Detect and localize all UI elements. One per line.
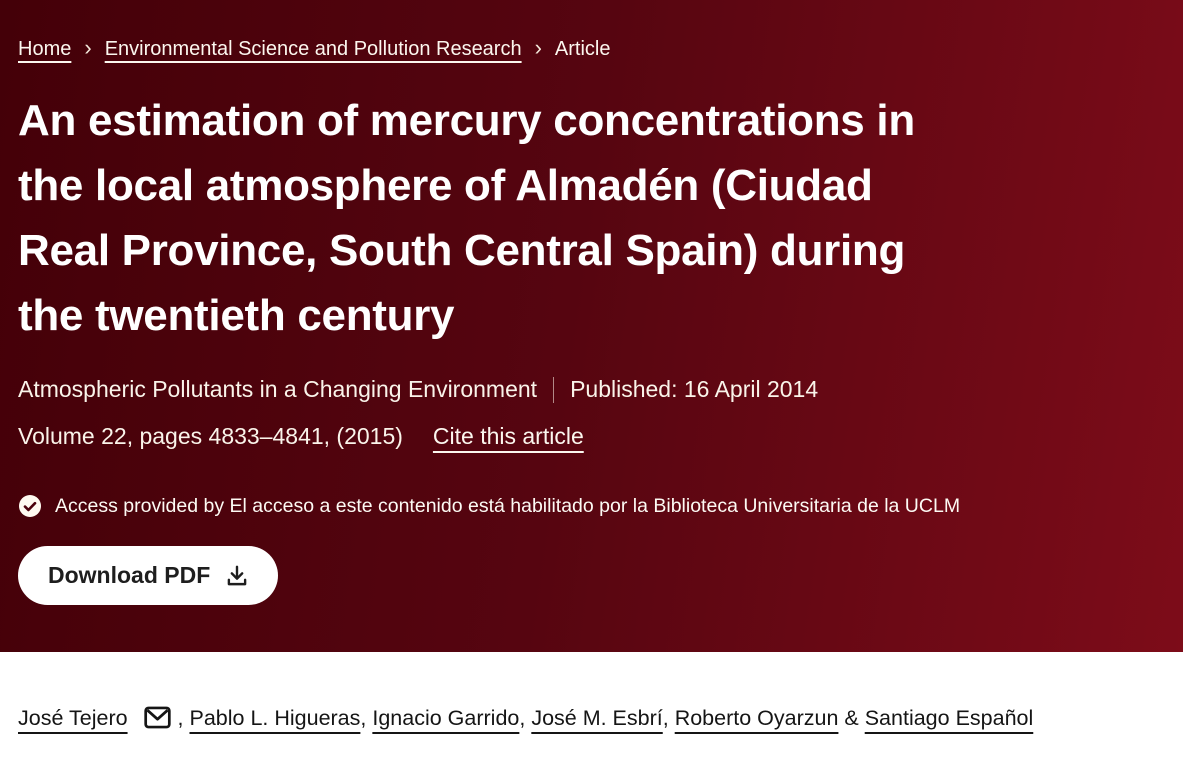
author-separator: , [360,706,373,730]
page-title-line: the twentieth century [18,291,455,340]
author-link[interactable]: Pablo L. Higueras [189,706,361,730]
author-link[interactable]: Ignacio Garrido [372,706,520,730]
author-last-separator: & [838,706,865,730]
page-title-line: Real Province, South Central Spain) during [18,226,906,275]
download-pdf-button[interactable] [18,546,278,605]
author-link[interactable]: José Tejero [18,706,128,730]
author-link[interactable]: Roberto Oyarzun [674,706,839,730]
envelope-icon[interactable] [144,706,171,729]
author-list [0,652,1136,743]
authors-section [0,652,1183,743]
breadcrumb-item-home[interactable]: Home [18,38,72,60]
breadcrumb-item-environmental[interactable]: Environmental Science and Pollution Research [104,38,522,60]
cite-this-article-link[interactable]: Cite this article [432,423,584,449]
page-title [18,88,1163,348]
author-separator: , [662,706,675,730]
access-provided-text: Access provided by El acceso a este contenido está habilitado por la Biblioteca Universitaria de la UCLM [55,494,961,517]
breadcrumb [18,36,1163,62]
breadcrumb-separator-icon: › [534,35,542,60]
page-title-line: the local atmosphere of Almadén (Ciudad [18,161,873,210]
collection-link[interactable]: Atmospheric Pollutants in a Changing Environment [18,376,538,402]
page-title-line: An estimation of mercury concentrations in [18,96,915,145]
breadcrumb-item-article: Article [554,38,611,60]
check-circle-icon [18,494,42,518]
article-meta-row [18,376,1163,403]
volume-row [18,423,1163,450]
author-link[interactable]: Santiago Español [864,706,1034,730]
download-icon [224,563,250,589]
vertical-divider [553,377,554,403]
breadcrumb-separator-icon: › [84,35,92,60]
published-date: Published: 16 April 2014 [570,376,819,402]
author-separator: , [519,706,532,730]
author-separator: , [177,706,190,730]
download-pdf-label: Download PDF [48,562,211,588]
access-provided-row [18,494,1163,518]
author-link[interactable]: José M. Esbrí [531,706,663,730]
volume-pages-text: Volume 22, pages 4833–4841, (2015) [18,423,403,449]
